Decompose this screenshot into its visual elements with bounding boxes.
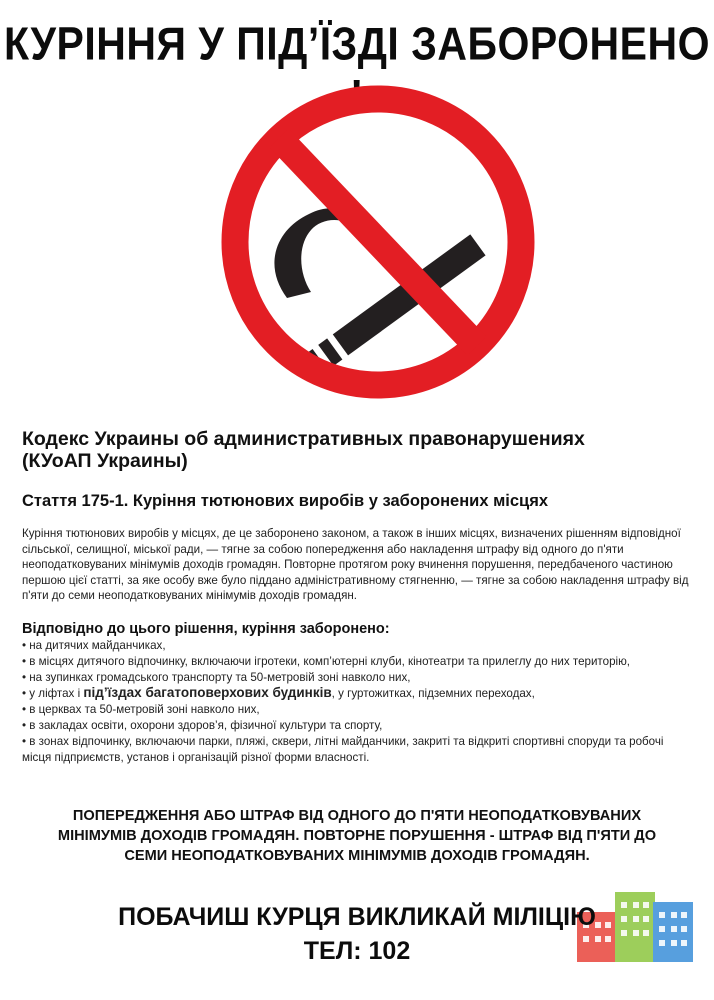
list-item-text: у ліфтах і <box>29 687 84 701</box>
list-item: • в церквах та 50-метровій зоні навколо них, <box>22 702 694 718</box>
warning-line2: МІНІМУМІВ ДОХОДІВ ГРОМАДЯН. ПОВТОРНЕ ПОРУШЕННЯ - ШТРАФ ВІД П'ЯТИ ДО <box>57 828 657 844</box>
list-item: • в місцях дитячого відпочинку, включаючи ігротеки, комп’ютерні клуби, кінотеатри та прилеглу до них територію, <box>22 654 694 670</box>
list-item <box>22 685 694 702</box>
poster-title: КУРІННЯ У ПІД’ЇЗДІ ЗАБОРОНЕНО ! <box>3 18 710 123</box>
call-line1: ПОБАЧИШ КУРЦЯ ВИКЛИКАЙ МІЛІЦІЮ <box>118 903 596 931</box>
prohibited-heading: Відповідно до цього рішення, куріння заборонено: <box>22 621 390 637</box>
no-smoking-icon <box>213 70 543 415</box>
fine-warning <box>10 806 704 866</box>
warning-line1: ПОПЕРЕДЖЕННЯ АБО ШТРАФ ВІД ОДНОГО ДО П'ЯТИ НЕОПОДАТКОВУВАНИХ <box>72 808 642 824</box>
article-text: Куріння тютюнових виробів у місцях, де це заборонено законом, а також в інших місцях, визначених рішенням відповідної сільської, селищної, міської ради, — тягне за собою попередження або накладення штрафу від одного до п'яти неоподатковуваних мінімумів доходів громадян. Повторне протягом року вчинення порушення, передбаченого частиною першою цієї статті, за яке особу вже було піддано адміністративному стягненню, — тягне за собою накладення штрафу від п'яти до семи неоподатковуваних мінімумів доходів громадян. <box>22 527 689 603</box>
list-item: • в закладах освіти, охорони здоров’я, фізичної культури та спорту, <box>22 718 694 734</box>
warning-line3: СЕМИ НЕОПОДАТКОВУВАНИХ МІНІМУМІВ ДОХОДІВ ГРОМАДЯН. <box>124 848 590 864</box>
article-title: Стаття 175-1. Куріння тютюнових виробів у заборонених місцях <box>22 492 549 510</box>
code-title-line1: Кодекс Украины об административных правонарушениях <box>22 428 585 450</box>
list-item-text: , у гуртожитках, підземних переходах, <box>331 687 535 701</box>
list-item-emphasis: під’їздах багатоповерхових будинків <box>83 685 332 701</box>
call-police <box>0 900 714 968</box>
list-item: • на дитячих майданчиках, <box>22 638 694 654</box>
list-item: • на зупинках громадського транспорту та 50-метровій зоні навколо них, <box>22 670 694 686</box>
code-title <box>22 428 702 472</box>
code-title-line2: (КУоАП Украины) <box>22 450 188 472</box>
list-item: • в зонах відпочинку, включаючи парки, пляжі, сквери, літні майданчики, закриті та відкриті спортивні споруди та робочі місця підприємств, установ і організацій різної форми власності. <box>22 734 694 766</box>
prohibited-list <box>22 638 694 765</box>
phone-number: ТЕЛ: 102 <box>303 937 411 965</box>
